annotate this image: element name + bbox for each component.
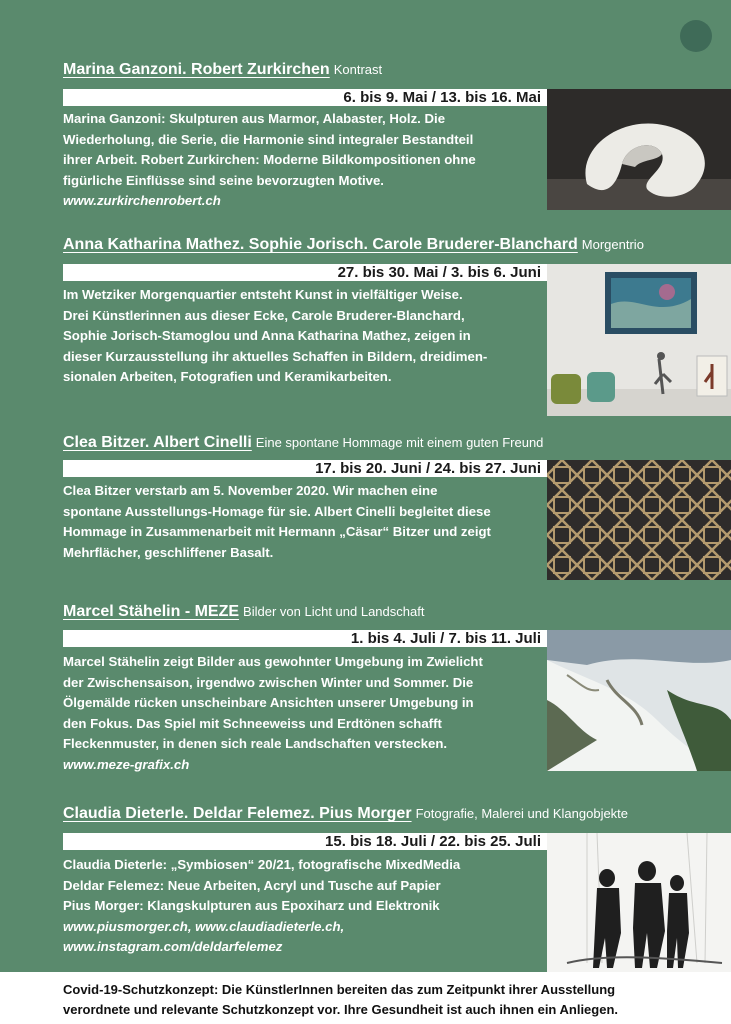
- event-subtitle: Eine spontane Hommage mit einem guten Freund: [255, 435, 544, 450]
- description-line: Fleckenmuster, in denen sich reale Landschaften verstecken.: [63, 736, 448, 751]
- website-link[interactable]: www.zurkirchenrobert.ch: [63, 193, 221, 208]
- marble-sculpture-image: [547, 89, 731, 210]
- event-description: [63, 109, 541, 212]
- description-line: spontane Ausstellungs-Homage für sie. Albert Cinelli begleitet diese: [63, 503, 491, 519]
- notice-line: verordnete und relevante Schutzkonzept vor. Ihre Gesundheit ist auch ihnen ein Anliegen.: [63, 1002, 619, 1017]
- gallery-shelf-image: [547, 264, 731, 416]
- notice-line: Covid-19-Schutzkonzept: Die KünstlerInnen bereiten das zum Zeitpunkt ihrer Ausstellung: [63, 982, 616, 997]
- event-heading: [63, 602, 424, 622]
- description-line: Claudia Dieterle: „Symbiosen“ 20/21, fotografische MixedMedia: [63, 857, 461, 872]
- description-line: Marcel Stähelin zeigt Bilder aus gewohnter Umgebung im Zwielicht: [63, 654, 483, 669]
- event-heading: [63, 433, 543, 453]
- description-line: Ölgemälde rücken unscheinbare Ansichten unserer Umgebung in: [63, 695, 474, 710]
- covid-notice: [0, 972, 731, 1024]
- description-line: Sophie Jorisch-Stamoglou und Anna Katharina Mathez, zeigen in: [63, 328, 471, 343]
- artist-names: Marcel Stähelin - MEZE: [63, 603, 240, 620]
- snow-landscape-image: [547, 630, 731, 771]
- website-link[interactable]: www.instagram.com/deldarfelemez: [63, 939, 283, 954]
- event-subtitle: Morgentrio: [581, 237, 644, 252]
- date-bar: 15. bis 18. Juli / 22. bis 25. Juli: [63, 833, 547, 850]
- description-line: Deldar Felemez: Neue Arbeiten, Acryl und Tusche auf Papier: [63, 877, 441, 893]
- description-line: sionalen Arbeiten, Fotografien und Keramikarbeiten.: [63, 369, 392, 384]
- website-link[interactable]: www.meze-grafix.ch: [63, 756, 190, 772]
- event-description: [63, 855, 541, 958]
- description-line: Pius Morger: Klangskulpturen aus Epoxiharz und Elektronik: [63, 898, 440, 913]
- event-heading: [63, 235, 644, 255]
- figures-drawing-image: [547, 833, 731, 972]
- description-line: Im Wetziker Morgenquartier entsteht Kunst in vielfältiger Weise.: [63, 287, 463, 302]
- description-line: Hommage in Zusammenarbeit mit Hermann „Cäsar“ Bitzer und zeigt: [63, 524, 491, 539]
- description-line: ihrer Arbeit. Robert Zurkirchen: Moderne Bildkompositionen ohne: [63, 152, 476, 167]
- description-line: Drei Künstlerinnen aus dieser Ecke, Carole Bruderer-Blanchard,: [63, 307, 465, 323]
- description-line: Wiederholung, die Serie, die Harmonie sind integraler Bestandteil: [63, 131, 474, 147]
- description-line: der Zwischensaison, irgendwo zwischen Winter und Sommer. Die: [63, 674, 474, 690]
- description-line: den Fokus. Das Spiel mit Schneeweiss und Erdtönen schafft: [63, 715, 442, 731]
- description-line: dieser Kurzausstellung ihr aktuelles Schaffen in Bildern, dreidimen-: [63, 348, 488, 364]
- event-subtitle: Fotografie, Malerei und Klangobjekte: [415, 806, 629, 821]
- artist-names: Clea Bitzer. Albert Cinelli: [63, 434, 252, 451]
- description-line: figürliche Einflüsse sind seine bevorzugten Motive.: [63, 172, 384, 188]
- event-subtitle: Kontrast: [333, 62, 383, 77]
- description-line: Clea Bitzer verstarb am 5. November 2020. Wir machen eine: [63, 483, 438, 498]
- event-heading: [63, 804, 628, 824]
- event-subtitle: Bilder von Licht und Landschaft: [243, 604, 425, 619]
- date-bar: 6. bis 9. Mai / 13. bis 16. Mai: [63, 89, 547, 106]
- basalt-pattern-image: [547, 460, 731, 580]
- event-heading: [63, 60, 382, 80]
- description-line: Marina Ganzoni: Skulpturen aus Marmor, Alabaster, Holz. Die: [63, 111, 446, 126]
- artist-names: Anna Katharina Mathez. Sophie Jorisch. Carole Bruderer-Blanchard: [63, 236, 578, 253]
- date-bar: 17. bis 20. Juni / 24. bis 27. Juni: [63, 460, 547, 477]
- event-description: [63, 481, 541, 563]
- description-line: Mehrflächer, geschliffener Basalt.: [63, 544, 274, 560]
- event-description: [63, 285, 541, 388]
- artist-names: Claudia Dieterle. Deldar Felemez. Pius Morger: [63, 805, 412, 822]
- corner-dot: [680, 20, 712, 52]
- event-description: [63, 652, 541, 775]
- website-link[interactable]: www.piusmorger.ch, www.claudiadieterle.ch,: [63, 918, 345, 934]
- date-bar: 1. bis 4. Juli / 7. bis 11. Juli: [63, 630, 547, 647]
- artist-names: Marina Ganzoni. Robert Zurkirchen: [63, 61, 330, 78]
- date-bar: 27. bis 30. Mai / 3. bis 6. Juni: [63, 264, 547, 281]
